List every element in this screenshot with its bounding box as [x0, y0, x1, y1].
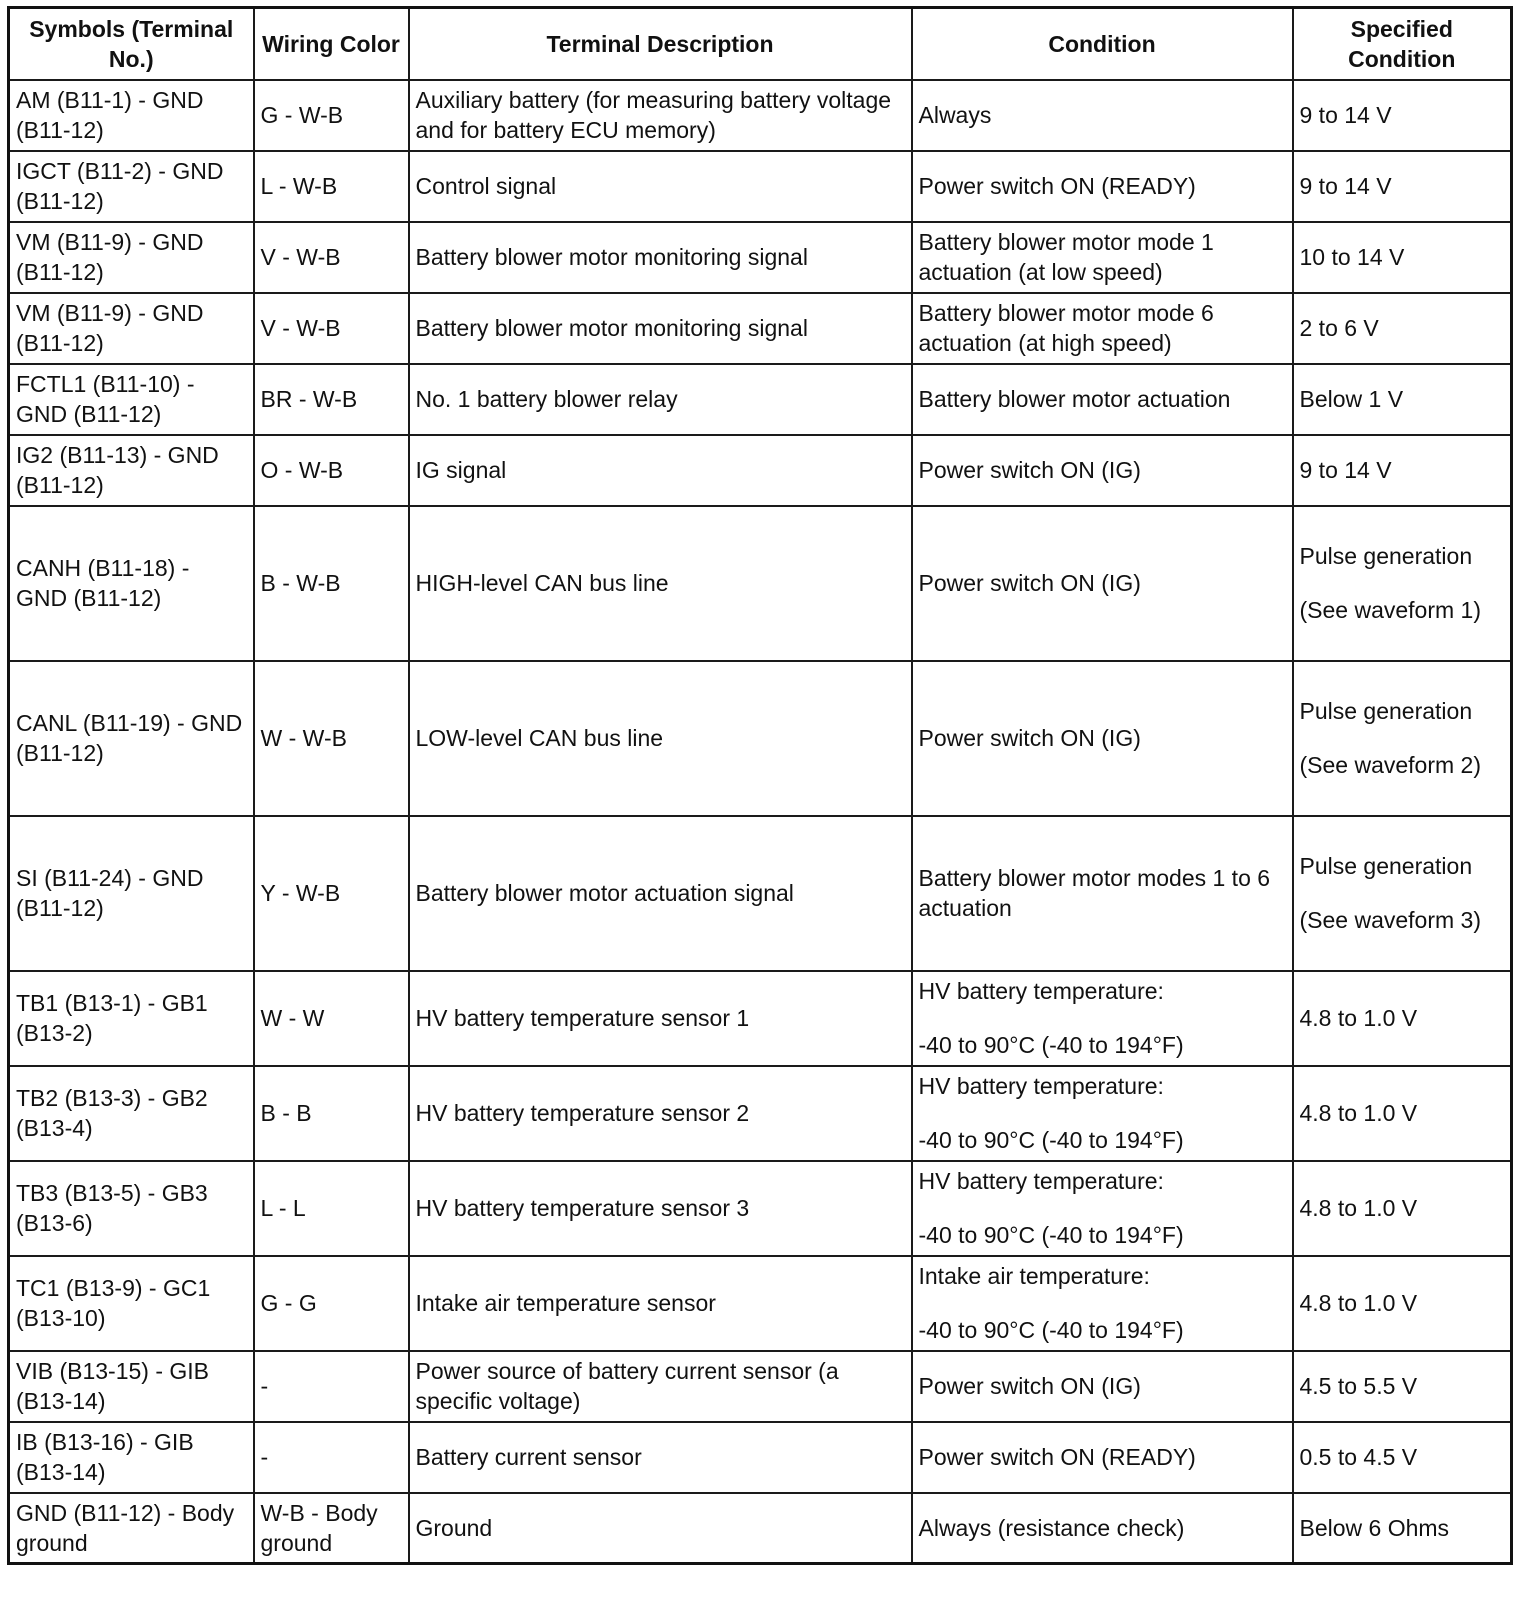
- condition-cell: [912, 151, 1293, 222]
- specified-condition-cell-line: Below 6 Ohms: [1299, 1514, 1450, 1541]
- table-row: [9, 971, 1512, 1066]
- header-specified-condition: Specified Condition: [1293, 8, 1512, 80]
- description-cell: Ground: [409, 1493, 912, 1564]
- specified-condition-cell: [1293, 1066, 1512, 1161]
- symbol-cell: AM (B11-1) - GND (B11-12): [9, 80, 254, 151]
- symbol-cell: VM (B11-9) - GND (B11-12): [9, 222, 254, 293]
- specified-condition-cell-line: Pulse generation: [1299, 543, 1473, 569]
- description-cell: HV battery temperature sensor 1: [409, 971, 912, 1066]
- condition-cell-line: -40 to 90°C (-40 to 194°F): [918, 1222, 1184, 1248]
- table-row: [9, 80, 1512, 151]
- condition-cell-line: Power switch ON (IG): [918, 570, 1141, 596]
- wiring-color-cell: W - W-B: [254, 661, 409, 816]
- wiring-color-cell: -: [254, 1422, 409, 1493]
- condition-cell-line: Battery blower motor modes 1 to 6 actuation: [918, 865, 1271, 921]
- specified-condition-cell: [1293, 222, 1512, 293]
- specified-condition-cell: [1293, 1422, 1512, 1493]
- description-cell: HV battery temperature sensor 3: [409, 1161, 912, 1256]
- condition-cell-line: HV battery temperature:: [918, 1073, 1164, 1099]
- description-cell: Control signal: [409, 151, 912, 222]
- condition-cell: [912, 293, 1293, 364]
- header-terminal-description: Terminal Description: [409, 8, 912, 80]
- condition-cell: [912, 222, 1293, 293]
- condition-cell-line: Battery blower motor actuation: [918, 386, 1231, 412]
- symbol-cell: VM (B11-9) - GND (B11-12): [9, 293, 254, 364]
- specified-condition-cell: [1293, 364, 1512, 435]
- wiring-color-cell: W - W: [254, 971, 409, 1066]
- table-row: [9, 435, 1512, 506]
- table-body: [9, 80, 1512, 1564]
- symbol-cell: CANL (B11-19) - GND (B11-12): [9, 661, 254, 816]
- specified-condition-cell: [1293, 816, 1512, 971]
- specified-condition-cell: [1293, 506, 1512, 661]
- specified-condition-cell: [1293, 293, 1512, 364]
- symbol-cell: TB2 (B13-3) - GB2 (B13-4): [9, 1066, 254, 1161]
- table-row: [9, 1493, 1512, 1564]
- condition-cell-line: Power switch ON (IG): [918, 1373, 1141, 1399]
- condition-cell-line: Power switch ON (READY): [918, 173, 1196, 199]
- specified-condition-cell: [1293, 435, 1512, 506]
- description-cell: Intake air temperature sensor: [409, 1256, 912, 1351]
- condition-cell: [912, 80, 1293, 151]
- table-row: [9, 661, 1512, 816]
- specified-condition-cell-line: 4.8 to 1.0 V: [1299, 1290, 1418, 1316]
- condition-cell-line: Always (resistance check): [918, 1514, 1185, 1541]
- specified-condition-cell-line: 4.8 to 1.0 V: [1299, 1195, 1418, 1221]
- specified-condition-cell-line: 0.5 to 4.5 V: [1299, 1444, 1418, 1470]
- specified-condition-cell: [1293, 151, 1512, 222]
- wiring-color-cell: L - L: [254, 1161, 409, 1256]
- symbol-cell: TB3 (B13-5) - GB3 (B13-6): [9, 1161, 254, 1256]
- specified-condition-cell-line: Pulse generation: [1299, 698, 1473, 724]
- table-row: [9, 816, 1512, 971]
- condition-cell: [912, 661, 1293, 816]
- condition-cell-line: Power switch ON (IG): [918, 457, 1141, 483]
- table-row: [9, 1256, 1512, 1351]
- condition-cell: [912, 364, 1293, 435]
- symbol-cell: IG2 (B11-13) - GND (B11-12): [9, 435, 254, 506]
- specified-condition-cell-line: (See waveform 2): [1299, 752, 1482, 778]
- condition-cell: [912, 1161, 1293, 1256]
- condition-cell-line: -40 to 90°C (-40 to 194°F): [918, 1127, 1184, 1153]
- condition-cell-line: Always: [918, 102, 992, 128]
- header-symbols: Symbols (Terminal No.): [9, 8, 254, 80]
- description-cell: Battery blower motor actuation signal: [409, 816, 912, 971]
- specified-condition-cell-line: (See waveform 3): [1299, 907, 1482, 933]
- condition-cell: [912, 816, 1293, 971]
- specified-condition-cell: [1293, 971, 1512, 1066]
- wiring-color-cell: L - W-B: [254, 151, 409, 222]
- symbol-cell: FCTL1 (B11-10) - GND (B11-12): [9, 364, 254, 435]
- description-cell: HIGH-level CAN bus line: [409, 506, 912, 661]
- specified-condition-cell: [1293, 80, 1512, 151]
- specified-condition-cell-line: 9 to 14 V: [1299, 457, 1392, 483]
- symbol-cell: VIB (B13-15) - GIB (B13-14): [9, 1351, 254, 1422]
- condition-cell: [912, 1256, 1293, 1351]
- specified-condition-cell-line: 9 to 14 V: [1299, 102, 1392, 128]
- description-cell: LOW-level CAN bus line: [409, 661, 912, 816]
- description-cell: No. 1 battery blower relay: [409, 364, 912, 435]
- symbol-cell: IGCT (B11-2) - GND (B11-12): [9, 151, 254, 222]
- specified-condition-cell-line: 4.8 to 1.0 V: [1299, 1005, 1418, 1031]
- specified-condition-cell: [1293, 661, 1512, 816]
- table-row: [9, 1422, 1512, 1493]
- header-condition: Condition: [912, 8, 1293, 80]
- condition-cell-line: Power switch ON (IG): [918, 725, 1141, 751]
- table-row: [9, 1351, 1512, 1422]
- description-cell: Battery blower motor monitoring signal: [409, 222, 912, 293]
- specified-condition-cell-line: (See waveform 1): [1299, 597, 1482, 623]
- condition-cell: [912, 1066, 1293, 1161]
- wiring-color-cell: G - W-B: [254, 80, 409, 151]
- table-row: [9, 506, 1512, 661]
- specified-condition-cell-line: Below 1 V: [1299, 386, 1404, 412]
- description-cell: IG signal: [409, 435, 912, 506]
- symbol-cell: SI (B11-24) - GND (B11-12): [9, 816, 254, 971]
- specified-condition-cell: [1293, 1161, 1512, 1256]
- condition-cell-line: -40 to 90°C (-40 to 194°F): [918, 1032, 1184, 1058]
- condition-cell: [912, 971, 1293, 1066]
- wiring-color-cell: B - B: [254, 1066, 409, 1161]
- symbol-cell: CANH (B11-18) - GND (B11-12): [9, 506, 254, 661]
- specified-condition-cell-line: 2 to 6 V: [1299, 315, 1379, 341]
- description-cell: Battery current sensor: [409, 1422, 912, 1493]
- specified-condition-cell-line: 4.8 to 1.0 V: [1299, 1100, 1418, 1126]
- condition-cell: [912, 435, 1293, 506]
- condition-cell: [912, 1422, 1293, 1493]
- condition-cell-line: Battery blower motor mode 1 actuation (at low speed): [918, 229, 1214, 285]
- table-row: [9, 293, 1512, 364]
- description-cell: Power source of battery current sensor (a specific voltage): [409, 1351, 912, 1422]
- wiring-color-cell: BR - W-B: [254, 364, 409, 435]
- header-wiring-color: Wiring Color: [254, 8, 409, 80]
- wiring-color-cell: V - W-B: [254, 222, 409, 293]
- table-row: [9, 151, 1512, 222]
- specified-condition-cell-line: 4.5 to 5.5 V: [1299, 1373, 1418, 1399]
- condition-cell: [912, 506, 1293, 661]
- symbol-cell: TB1 (B13-1) - GB1 (B13-2): [9, 971, 254, 1066]
- condition-cell: [912, 1493, 1293, 1564]
- terminal-spec-table: [7, 6, 1513, 1565]
- description-cell: Battery blower motor monitoring signal: [409, 293, 912, 364]
- condition-cell-line: -40 to 90°C (-40 to 194°F): [918, 1317, 1184, 1343]
- wiring-color-cell: B - W-B: [254, 506, 409, 661]
- symbol-cell: GND (B11-12) - Body ground: [9, 1493, 254, 1564]
- wiring-color-cell: -: [254, 1351, 409, 1422]
- description-cell: Auxiliary battery (for measuring battery voltage and for battery ECU memory): [409, 80, 912, 151]
- table-row: [9, 364, 1512, 435]
- specified-condition-cell: [1293, 1351, 1512, 1422]
- wiring-color-cell: Y - W-B: [254, 816, 409, 971]
- specified-condition-cell: [1293, 1493, 1512, 1564]
- condition-cell-line: Intake air temperature:: [918, 1263, 1150, 1289]
- condition-cell-line: Battery blower motor mode 6 actuation (at high speed): [918, 300, 1214, 356]
- condition-cell-line: HV battery temperature:: [918, 1168, 1164, 1194]
- symbol-cell: IB (B13-16) - GIB (B13-14): [9, 1422, 254, 1493]
- header-row: [9, 8, 1512, 80]
- condition-cell: [912, 1351, 1293, 1422]
- wiring-color-cell: O - W-B: [254, 435, 409, 506]
- table-row: [9, 1066, 1512, 1161]
- specified-condition-cell-line: Pulse generation: [1299, 853, 1473, 879]
- wiring-color-cell: W-B - Body ground: [254, 1493, 409, 1564]
- wiring-color-cell: V - W-B: [254, 293, 409, 364]
- table-row: [9, 1161, 1512, 1256]
- table-row: [9, 222, 1512, 293]
- condition-cell-line: HV battery temperature:: [918, 978, 1164, 1004]
- symbol-cell: TC1 (B13-9) - GC1 (B13-10): [9, 1256, 254, 1351]
- description-cell: HV battery temperature sensor 2: [409, 1066, 912, 1161]
- specified-condition-cell: [1293, 1256, 1512, 1351]
- specified-condition-cell-line: 9 to 14 V: [1299, 173, 1392, 199]
- wiring-color-cell: G - G: [254, 1256, 409, 1351]
- condition-cell-line: Power switch ON (READY): [918, 1444, 1196, 1470]
- specified-condition-cell-line: 10 to 14 V: [1299, 244, 1405, 270]
